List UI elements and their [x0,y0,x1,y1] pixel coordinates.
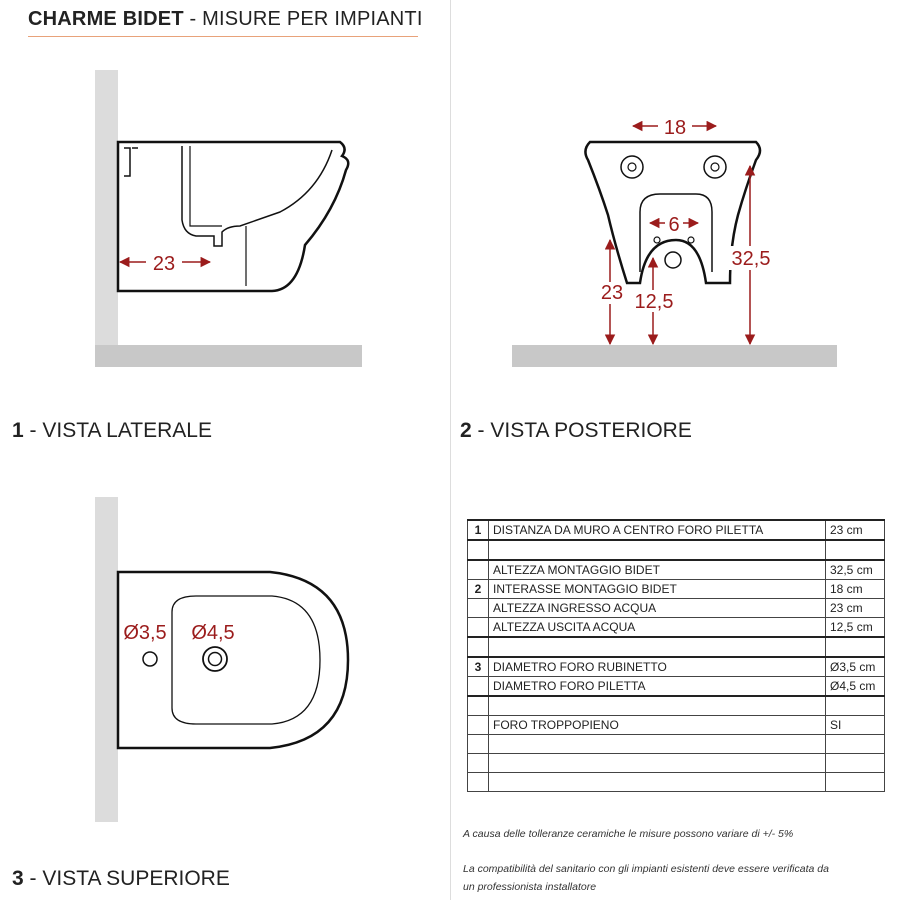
wall [95,70,118,350]
table-row [468,773,885,792]
table-row [468,560,885,580]
view-label-side: 1 - VISTA LATERALE [12,419,212,442]
view-label-top: 3 - VISTA SUPERIORE [12,867,230,890]
table-row [468,716,885,735]
compatibility-note-line1: La compatibilità del sanitario con gli impianti esistenti deve essere verificata da [463,863,829,875]
table-row [468,599,885,618]
spec-label: DIAMETRO FORO PILETTA [489,677,826,697]
table-row [468,580,885,599]
dimension-label-spacing: 18 [663,117,687,139]
spec-label: DISTANZA DA MURO A CENTRO FORO PILETTA [489,520,826,540]
view-label-rear: 2 - VISTA POSTERIORE [460,419,692,442]
dimension-label-drain-hole: Ø4,5 [191,622,235,644]
top-view [95,497,348,822]
rear-view [512,114,837,367]
table-row [468,618,885,638]
tolerance-note: A causa delle tolleranze ceramiche le misure possono variare di +/- 5% [463,828,794,840]
dimension-label-wall-drain: 23 [152,253,176,275]
dimension-label-inner: 6 [668,214,680,236]
spec-value: SI [826,716,885,735]
spec-value: Ø3,5 cm [826,657,885,677]
section-number: 2 [468,580,489,599]
wall [95,497,118,822]
dimension-label-mount: 32,5 [731,248,771,270]
section-number [468,560,489,580]
dimension-label-outlet: 12,5 [634,291,674,313]
compatibility-note [463,860,829,896]
table-row [468,540,885,560]
table-row [468,735,885,754]
spec-label: FORO TROPPOPIENO [489,716,826,735]
bidet-top-outline [118,572,348,748]
section-number: 3 [468,657,489,677]
floor [95,345,362,367]
spec-label: DIAMETRO FORO RUBINETTO [489,657,826,677]
table-row [468,696,885,716]
table-row [468,754,885,773]
spec-label: ALTEZZA INGRESSO ACQUA [489,599,826,618]
floor [512,345,837,367]
spec-label: INTERASSE MONTAGGIO BIDET [489,580,826,599]
table-row [468,520,885,540]
table-row [468,637,885,657]
dimension-label-inlet: 23 [600,282,624,304]
spec-label: ALTEZZA MONTAGGIO BIDET [489,560,826,580]
spec-value: Ø4,5 cm [826,677,885,697]
spec-label: ALTEZZA USCITA ACQUA [489,618,826,638]
compatibility-note-line2: un professionista installatore [463,881,597,893]
product-name: CHARME BIDET [28,8,184,30]
spec-value: 18 cm [826,580,885,599]
spec-value: 23 cm [826,520,885,540]
drain-outlet [665,252,681,268]
table-row [468,677,885,697]
spec-value: 12,5 cm [826,618,885,638]
spec-table [467,519,885,792]
spec-value: 23 cm [826,599,885,618]
table-row [468,657,885,677]
spec-value: 32,5 cm [826,560,885,580]
side-view [95,70,362,367]
section-number: 1 [468,520,489,540]
title-subtitle: - MISURE PER IMPIANTI [183,8,423,30]
dimension-label-tap-hole: Ø3,5 [123,622,167,644]
